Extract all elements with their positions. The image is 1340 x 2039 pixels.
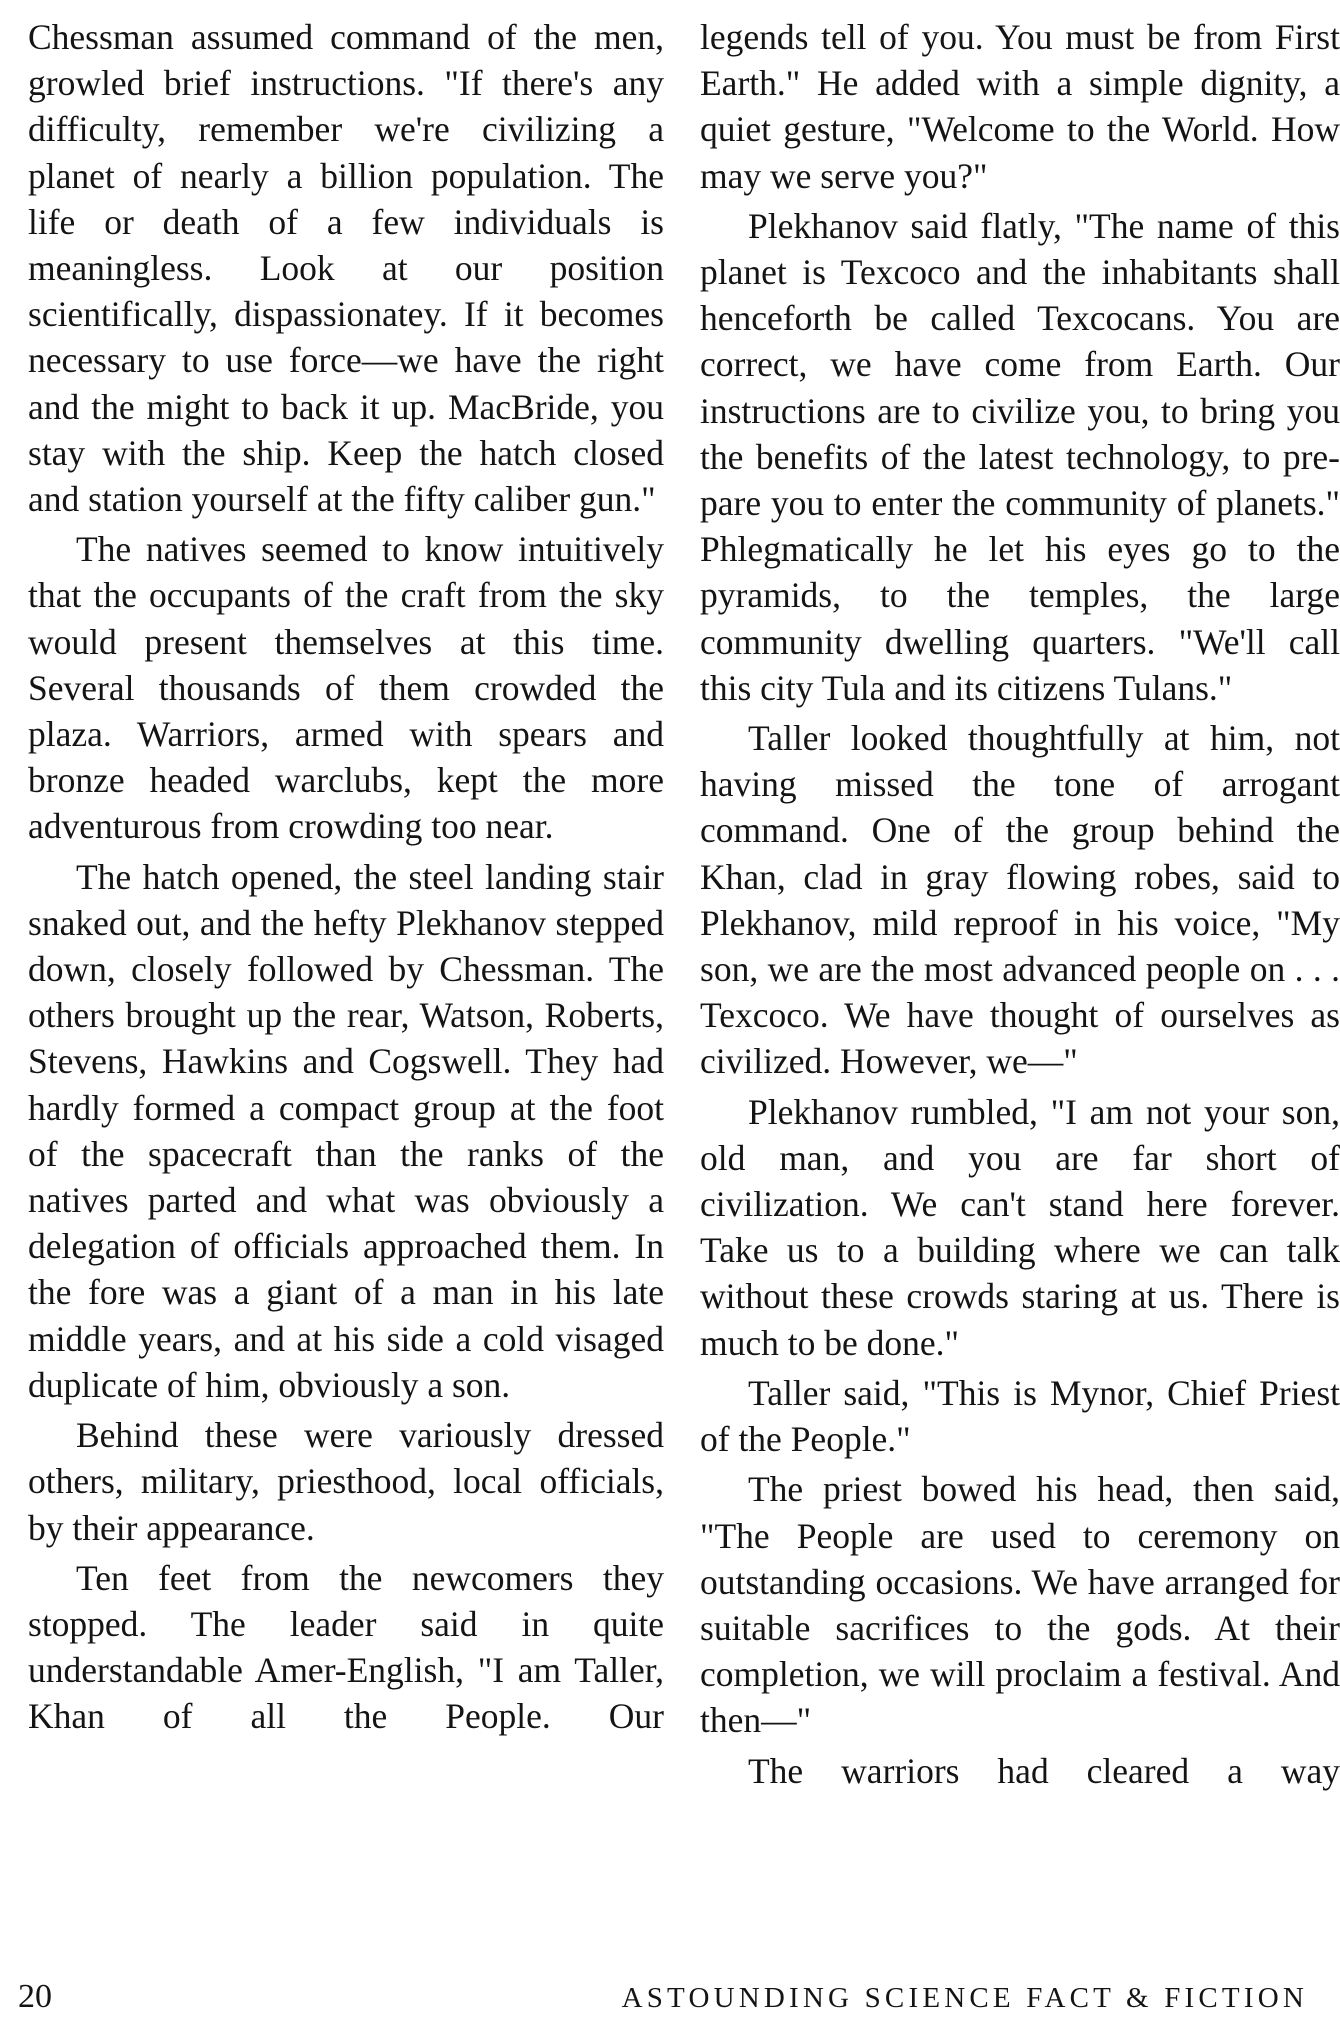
left-text-column (28, 14, 664, 1740)
paragraph: Plekhanov rumbled, "I am not your son, old man, and you are far short of civilization. We can't stand here forever. Take us to a building where we can talk without these crowds staring at us. There is much to be done." (700, 1091, 1340, 1363)
paragraph: Behind these were variously dressed others, military, priesthood, local officials, by their appearance. (28, 1415, 664, 1548)
paragraph: The warriors had cleared a way (748, 1750, 1340, 1791)
paragraph: Plekhanov said flatly, "The name of this planet is Texcoco and the inhabitants shall henceforth be called Texcocans. You are correct, we have come from Earth. Our instructions are to civilize you, to bring you the benefits of the latest technology, to prepare you to enter the community of planets." Phlegmatically he let his eyes go to the pyramids, to the temples, the large community dwelling quarters. "We'll call this city Tula and its citizens Tulans." (700, 205, 1340, 708)
right-text-column (700, 14, 1340, 1794)
running-title: ASTOUNDING SCIENCE FACT & FICTION (621, 1982, 1308, 2014)
paragraph: Taller said, "This is Mynor, Chief Priest of the People." (700, 1372, 1340, 1460)
paragraph: Taller looked thoughtfully at him, not having missed the tone of arrogant command. One of the group behind the Khan, clad in gray flowing robes, said to Plekhanov, mild reproof in his voice, "My son, we are the most advanced people on . . . Texcoco. We have thought of ourselves as civilized. However, we—" (700, 718, 1340, 1082)
paragraph: The hatch opened, the steel landing stair snaked out, and the hefty Plekhanov stepped down, closely followed by Chessman. The others brought up the rear, Watson, Roberts, Stevens, Hawkins and Cogswell. They had hardly formed a compact group at the foot of the spacecraft than the ranks of the natives parted and what was obviously a delegation of officials approached them. In the fore was a giant of a man in his late middle years, and at his side a cold visaged duplicate of him, obviously a son. (28, 856, 664, 1405)
page-number: 20 (18, 1978, 52, 2015)
page-footer (0, 1978, 1336, 2028)
paragraph: The priest bowed his head, then said, "The People are used to ceremony on outstanding occasions. We have arranged for suitable sacrifices to the gods. At their completion, we will proclaim a festival. And then—" (700, 1469, 1340, 1741)
paragraph: legends tell of you. You must be from First Earth." He added with a simple dignity, a quiet gesture, "Welcome to the World. How may we serve you?" (700, 17, 1340, 196)
paragraph: Chessman assumed command of the men, growled brief instructions. "If there's any difficulty, remember we're civilizing a planet of nearly a billion population. The life or death of a few individuals is meaningless. Look at our position scientifically, dispassionatey. If it becomes necessary to use force—we have the right and the might to back it up. MacBride, you stay with the ship. Keep the hatch closed and station yourself at the fifty caliber gun." (28, 17, 664, 520)
paragraph: The natives seemed to know intuitively that the occupants of the craft from the sky would present themselves at this time. Several thousands of them crowded the plaza. Warriors, armed with spears and bronze headed warclubs, kept the more adventurous from crowding too near. (28, 529, 664, 847)
paragraph: Ten feet from the newcomers they stopped. The leader said in quite understandable Amer-English, "I am Taller, Khan of all the People. Our (28, 1557, 664, 1737)
